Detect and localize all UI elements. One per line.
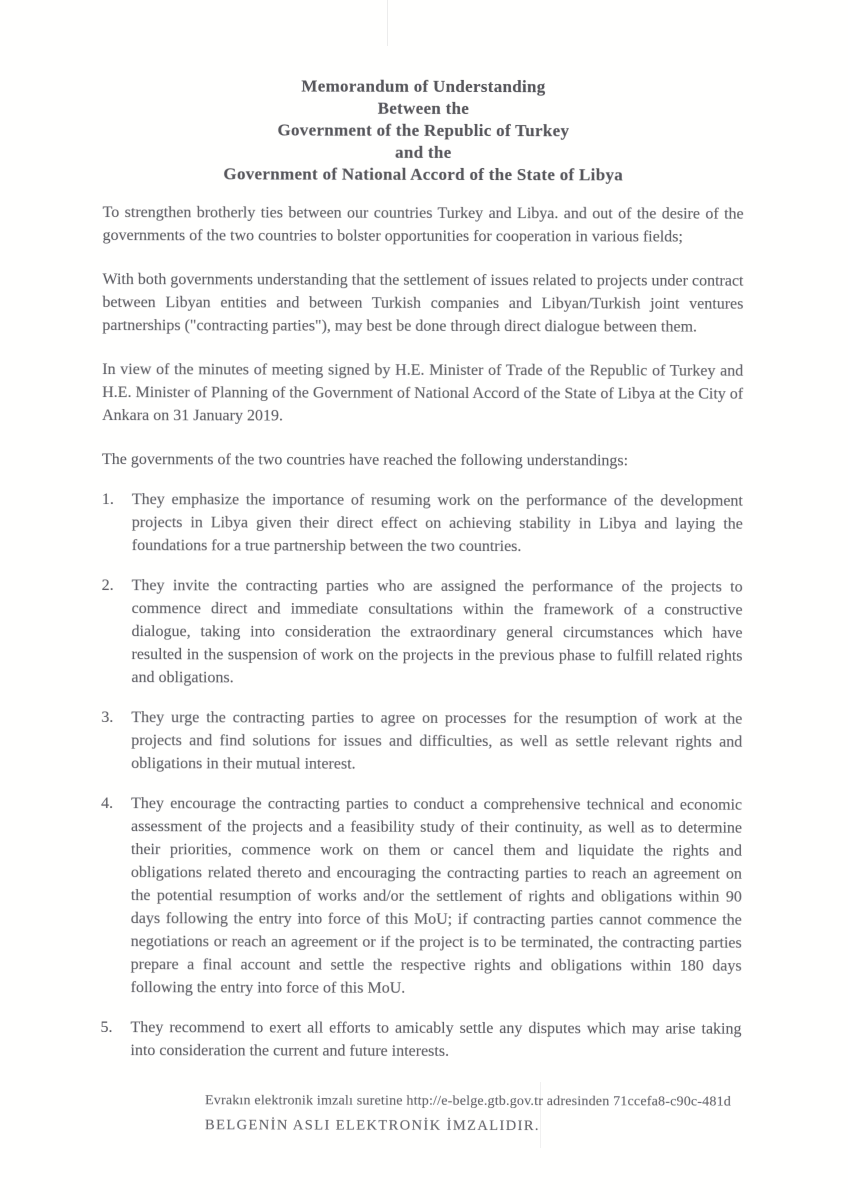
item-number: 2. — [101, 576, 114, 595]
item-text: They recommend to exert all efforts to amicably settle any disputes which may arise taking into consideration the current and future interests. — [130, 1019, 742, 1060]
understanding-item-1 — [102, 488, 743, 559]
item-text: They invite the contracting parties who are assigned the performance of the projects to commence direct and immediate consultations within the framework of a constructive dialogue, taking into consideration the extraordinary general circumstances which have resulted in the suspension of work on the projects in the previous phase to fulfill related rights and obligations. — [131, 577, 743, 687]
title-line-1: Memorandum of Understanding — [301, 76, 546, 97]
document-title — [103, 75, 744, 187]
understanding-item-5 — [100, 1016, 741, 1064]
footer-original-signed-line: BELGENİN ASLI ELEKTRONİK İMZALIDIR. — [204, 1117, 540, 1135]
document-footer — [205, 1091, 815, 1137]
item-number: 3. — [101, 708, 114, 727]
footer-esignature-url-line: Evrakın elektronik imzalı suretine http://e-belge.gtb.gov.tr adresinden 71ccefa8-c90c-481d — [205, 1093, 732, 1110]
item-text: They emphasize the importance of resuming work on the performance of the development projects in Libya given their direct effect on achieving stability in Libya and laying the foundations for a true partnership between the two countries. — [131, 491, 743, 556]
title-line-4: and the — [395, 142, 452, 162]
item-number: 1. — [101, 490, 114, 509]
item-number: 5. — [100, 1018, 113, 1037]
title-line-3: Government of the Republic of Turkey — [277, 120, 570, 141]
understanding-item-4 — [101, 792, 743, 1001]
memorandum-content — [100, 75, 744, 1064]
understanding-item-3 — [101, 706, 742, 777]
item-number: 4. — [101, 794, 114, 813]
understanding-item-2 — [101, 574, 742, 691]
title-line-2: Between the — [377, 98, 470, 118]
preamble-paragraph-1: To strengthen brotherly ties between our countries Turkey and Libya. and out of the desire of the governments of the two countries to bolster opportunities for cooperation in various fields; — [102, 203, 744, 246]
preamble-paragraph-3: In view of the minutes of meeting signed by H.E. Minister of Trade of the Republic of Turkey and H.E. Minister of Planning of the Government of National Accord of the State of Libya at the City of Ankara on 31 January 2019. — [102, 360, 744, 425]
item-text: They encourage the contracting parties to conduct a comprehensive technical and economic assessment of the projects and a feasibility study of their continuity, as well as to determine their priorities, commence work on them or cancel them and liquidate the rights and obligations related thereto and encouraging the contracting parties to reach an agreement on the potential resumption of works and/or the settlement of rights and obligations within 90 days following the entry into force of this MoU; if contracting parties cannot commence the negotiations or reach an agreement or if the project is to be terminated, the contracting parties prepare a final account and settle the respective rights and obligations within 180 days following the entry into force of this MoU. — [130, 795, 743, 997]
item-text: They urge the contracting parties to agree on processes for the resumption of work at the projects and find solutions for issues and difficulties, as well as settle relevant rights and obligations in their mutual interest. — [131, 709, 743, 773]
preamble-paragraph-2: With both governments understanding that the settlement of issues related to projects under contract between Libyan entities and between Turkish companies and Libyan/Turkish joint ventures partnerships ("contracting parties"), may best be done through direct dialogue between them. — [102, 270, 744, 336]
title-line-5: Government of National Accord of the State of Libya — [223, 164, 624, 185]
scan-artifact-line — [387, 0, 388, 46]
understandings-intro-paragraph: The governments of the two countries have reached the following understandings: — [101, 450, 629, 470]
